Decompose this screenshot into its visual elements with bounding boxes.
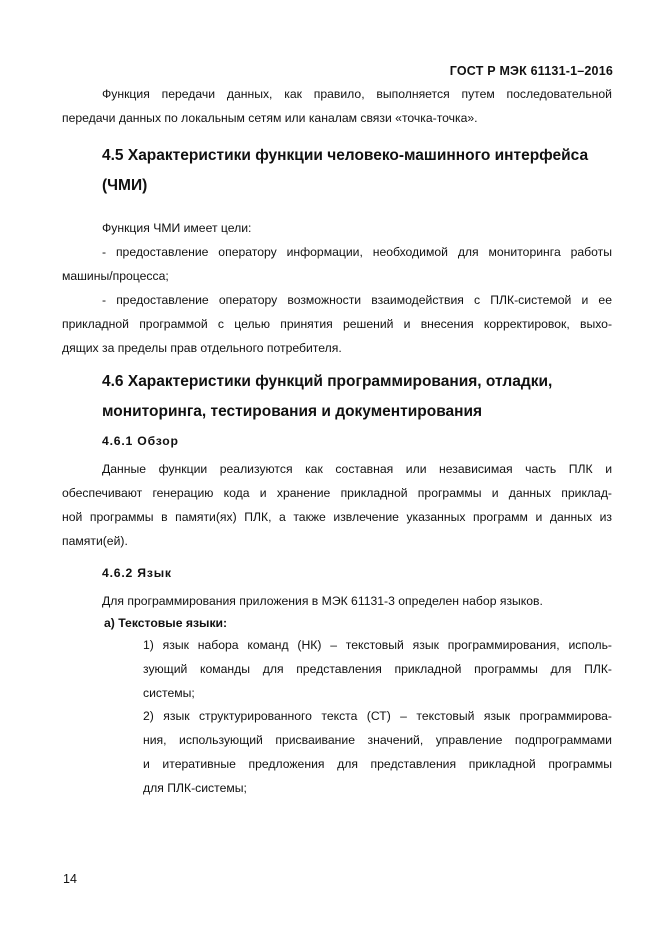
paragraph-line: ной программы в памяти(ях) ПЛК, а также извлечение указанных программ и данных из — [62, 510, 612, 524]
section-heading-4-5-cont: (ЧМИ) — [102, 177, 148, 194]
section-heading-4-6-cont: мониторинга, тестирования и документирования — [102, 403, 483, 420]
paragraph-line: Функция передачи данных, как правило, выполняется путем последовательной — [102, 87, 612, 101]
section-heading-4-5: 4.5 Характеристики функции человеко-машинного интерфейса — [102, 147, 589, 164]
paragraph-line: - предоставление оператору возможности взаимодействия с ПЛК-системой и ее — [102, 293, 612, 307]
overview-paragraph — [62, 457, 612, 553]
paragraph-line: 2) язык структурированного текста (СТ) – текстовый язык программирова- — [143, 709, 612, 723]
paragraph-line: памяти(ей). — [62, 534, 128, 548]
paragraph-line: системы; — [143, 686, 195, 700]
page-number: 14 — [63, 872, 77, 886]
section-heading-4-6: 4.6 Характеристики функций программирования, отладки, — [102, 373, 553, 390]
text-languages-label — [104, 611, 614, 635]
paragraph-line: - предоставление оператору информации, необходимой для мониторинга работы — [102, 245, 612, 259]
paragraph-line: машины/процесса; — [62, 269, 169, 283]
subsection-heading-4-6-2: 4.6.2 Язык — [102, 566, 172, 580]
paragraph-line: Для программирования приложения в МЭК 61131-3 определен набор языков. — [102, 594, 543, 608]
paragraph-line: обеспечивают генерацию кода и хранение прикладной программы и данных приклад- — [62, 486, 612, 500]
language-item-1 — [143, 634, 612, 706]
paragraph-line: Данные функции реализуются как составная или независимая часть ПЛК и — [102, 462, 612, 476]
paragraph-line: дящих за пределы прав отдельного потребителя. — [62, 341, 342, 355]
paragraph-line: Функция ЧМИ имеет цели: — [102, 221, 252, 235]
paragraph-line: прикладной программой с целью принятия решений и внесения корректировок, выхо- — [62, 317, 612, 331]
language-intro — [102, 589, 612, 613]
intro-paragraph — [62, 82, 612, 130]
standard-header: ГОСТ Р МЭК 61131-1–2016 — [449, 64, 613, 78]
paragraph-line: передачи данных по локальным сетям или каналам связи «точка-точка». — [62, 111, 478, 125]
subsection-heading-4-6-1: 4.6.1 Обзор — [102, 434, 179, 448]
hmi-bullet-2 — [62, 288, 612, 360]
hmi-lead — [102, 216, 612, 240]
paragraph-line: ния, использующий присваивание значений, управление подпрограммами — [143, 733, 612, 747]
paragraph-line: и итеративные предложения для представления прикладной программы — [143, 757, 612, 771]
paragraph-line: 1) язык набора команд (НК) – текстовый язык программирования, исполь- — [143, 638, 612, 652]
paragraph-line: для ПЛК-системы; — [143, 781, 247, 795]
paragraph-line: зующий команды для представления прикладной программы для ПЛК- — [143, 662, 612, 676]
paragraph-line: а) Текстовые языки: — [104, 616, 228, 630]
language-item-2 — [143, 705, 612, 801]
hmi-bullet-1 — [62, 240, 612, 288]
